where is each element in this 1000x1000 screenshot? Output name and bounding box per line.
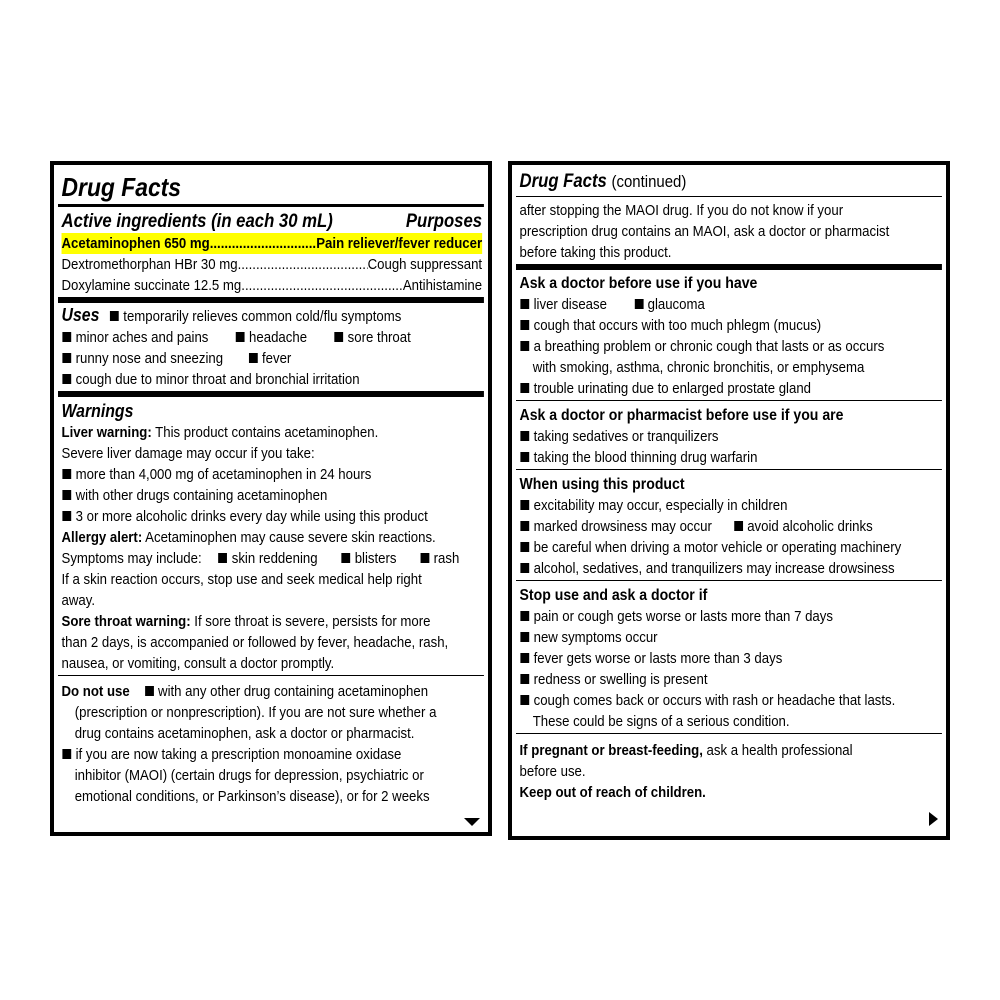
- pregnancy-label: If pregnant or breast-feeding,: [519, 742, 703, 759]
- ask-doctor-item: trouble urinating due to enlarged prostate gland: [533, 380, 812, 397]
- pregnancy-text: before use.: [519, 763, 586, 780]
- ask-pharmacist-section: [516, 401, 942, 470]
- ask-doctor-item: glaucoma: [647, 296, 705, 313]
- bullet-square: [520, 452, 529, 462]
- panel-left-content: [58, 165, 484, 808]
- do-not-use-text: if you are now taking a prescription monoamine oxidase: [75, 746, 402, 763]
- continued-label: (continued): [611, 172, 687, 191]
- warnings-section: [58, 397, 484, 676]
- bullet-square: [520, 695, 529, 705]
- uses-item: temporarily relieves common cold/flu symptoms: [123, 308, 402, 325]
- bullet-square: [145, 686, 154, 696]
- ask-pharmacist-heading: Ask a doctor or pharmacist before use if you are: [519, 407, 844, 424]
- ingredient-row: [62, 275, 483, 296]
- maoi-continued-section: [516, 197, 942, 270]
- liver-item: with other drugs containing acetaminophen: [75, 487, 328, 504]
- stop-use-item: pain or cough gets worse or lasts more than 7 days: [533, 608, 833, 625]
- do-not-use-text: with any other drug containing acetaminophen: [158, 683, 429, 700]
- bullet-square: [219, 553, 228, 563]
- keep-out-of-reach-text: Keep out of reach of children.: [519, 784, 706, 801]
- bullet-square: [62, 332, 71, 342]
- bullet-square: [520, 521, 529, 531]
- bullet-square: [520, 320, 529, 330]
- bullet-square: [520, 653, 529, 663]
- uses-item: runny nose and sneezing: [75, 350, 224, 367]
- liver-warning-text: This product contains acetaminophen.: [155, 424, 379, 441]
- panel-right-content: [516, 165, 942, 804]
- active-ingredients-section: [58, 207, 484, 303]
- ask-pharmacist-item: taking sedatives or tranquilizers: [533, 428, 719, 445]
- continue-arrow-right-icon: [929, 812, 938, 826]
- bullet-square: [520, 632, 529, 642]
- uses-item: sore throat: [347, 329, 411, 346]
- liver-warning-text: Severe liver damage may occur if you take:: [61, 445, 315, 462]
- ask-doctor-item: liver disease: [533, 296, 607, 313]
- drug-facts-panel-right: [508, 161, 950, 840]
- drug-facts-header: [58, 165, 484, 207]
- bullet-square: [520, 674, 529, 684]
- leader-dots: [241, 275, 403, 296]
- when-using-item: excitability may occur, especially in children: [533, 497, 788, 514]
- stop-use-heading: Stop use and ask a doctor if: [519, 587, 708, 604]
- sore-throat-text: nausea, or vomiting, consult a doctor promptly.: [61, 655, 335, 672]
- sore-throat-text: than 2 days, is accompanied or followed by fever, headache, rash,: [61, 634, 449, 651]
- liver-warning-label: Liver warning:: [61, 424, 152, 441]
- active-ingredients-heading: Active ingredients (in each 30 mL): [61, 211, 333, 232]
- uses-heading: Uses: [61, 305, 100, 325]
- pregnancy-section: [516, 734, 942, 804]
- drug-facts-continued-header: [516, 165, 942, 197]
- when-using-item: marked drowsiness may occur: [533, 518, 712, 535]
- bullet-square: [520, 500, 529, 510]
- liver-item: more than 4,000 mg of acetaminophen in 24 hours: [75, 466, 372, 483]
- skin-reaction-text: If a skin reaction occurs, stop use and seek medical help right: [61, 571, 422, 588]
- bullet-square: [62, 374, 71, 384]
- symptom-item: blisters: [354, 550, 397, 567]
- sore-throat-label: Sore throat warning:: [61, 613, 191, 630]
- ingredient-purpose: Cough suppressant: [367, 256, 483, 273]
- stop-use-item: fever gets worse or lasts more than 3 days: [533, 650, 783, 667]
- stop-use-item: cough comes back or occurs with rash or headache that lasts.: [533, 692, 896, 709]
- when-using-item: alcohol, sedatives, and tranquilizers may increase drowsiness: [533, 560, 895, 577]
- bullet-square: [62, 749, 71, 759]
- uses-item: headache: [249, 329, 308, 346]
- allergy-alert-text: Acetaminophen may cause severe skin reactions.: [145, 529, 436, 546]
- symptoms-text: Symptoms may include:: [61, 550, 202, 567]
- ask-doctor-section: [516, 270, 942, 401]
- allergy-alert-label: Allergy alert:: [61, 529, 143, 546]
- ingredient-name: Dextromethorphan HBr 30 mg: [61, 256, 238, 273]
- ingredient-name: Doxylamine succinate 12.5 mg: [61, 277, 242, 294]
- do-not-use-text: (prescription or nonprescription). If you are not sure whether a: [74, 704, 437, 721]
- continue-arrow-down-icon: [464, 818, 480, 826]
- stop-use-item: redness or swelling is present: [533, 671, 708, 688]
- bullet-square: [520, 299, 529, 309]
- pregnancy-text: ask a health professional: [706, 742, 853, 759]
- ingredient-purpose: Antihistamine: [402, 277, 483, 294]
- bullet-square: [420, 553, 429, 563]
- do-not-use-label: Do not use: [61, 683, 130, 700]
- do-not-use-text: emotional conditions, or Parkinson’s disease), or for 2 weeks: [74, 788, 430, 805]
- skin-reaction-text: away.: [61, 592, 96, 609]
- maoi-continued-text: prescription drug contains an MAOI, ask a doctor or pharmacist: [519, 223, 890, 240]
- bullet-square: [62, 511, 71, 521]
- when-using-item: avoid alcoholic drinks: [747, 518, 873, 535]
- ask-doctor-item: cough that occurs with too much phlegm (mucus): [533, 317, 822, 334]
- symptom-item: skin reddening: [231, 550, 318, 567]
- bullet-square: [634, 299, 643, 309]
- active-ingredients-heading-row: [62, 210, 483, 233]
- stop-use-section: [516, 581, 942, 734]
- bullet-square: [334, 332, 343, 342]
- do-not-use-text: drug contains acetaminophen, ask a doctor or pharmacist.: [74, 725, 415, 742]
- uses-item: minor aches and pains: [75, 329, 209, 346]
- ask-pharmacist-item: taking the blood thinning drug warfarin: [533, 449, 758, 466]
- when-using-section: [516, 470, 942, 581]
- uses-item: fever: [261, 350, 292, 367]
- purposes-heading: Purposes: [405, 211, 483, 232]
- bullet-square: [341, 553, 350, 563]
- when-using-heading: When using this product: [519, 476, 685, 493]
- drug-facts-panel-left: [50, 161, 492, 836]
- leader-dots: [238, 254, 368, 275]
- do-not-use-section: [58, 676, 484, 808]
- symptom-item: rash: [433, 550, 460, 567]
- stop-use-item: These could be signs of a serious condition.: [532, 713, 790, 730]
- when-using-item: be careful when driving a motor vehicle or operating machinery: [533, 539, 902, 556]
- do-not-use-text: inhibitor (MAOI) (certain drugs for depression, psychiatric or: [74, 767, 424, 784]
- ask-doctor-heading: Ask a doctor before use if you have: [519, 275, 758, 292]
- maoi-continued-text: before taking this product.: [519, 244, 672, 261]
- ingredient-name: Acetaminophen 650 mg: [61, 235, 210, 252]
- bullet-square: [520, 383, 529, 393]
- maoi-continued-text: after stopping the MAOI drug. If you do not know if your: [519, 202, 844, 219]
- stop-use-item: new symptoms occur: [533, 629, 658, 646]
- bullet-square: [110, 311, 119, 321]
- ask-doctor-item: a breathing problem or chronic cough that lasts or as occurs: [533, 338, 885, 355]
- leader-dots: [210, 233, 317, 254]
- ask-doctor-item: with smoking, asthma, chronic bronchitis, or emphysema: [532, 359, 865, 376]
- uses-item: cough due to minor throat and bronchial irritation: [75, 371, 360, 388]
- bullet-square: [520, 542, 529, 552]
- drug-facts-title: Drug Facts: [61, 172, 182, 202]
- bullet-square: [520, 563, 529, 573]
- uses-section: [58, 303, 484, 397]
- bullet-square: [62, 490, 71, 500]
- bullet-square: [520, 341, 529, 351]
- ingredient-row: [62, 233, 483, 254]
- ingredient-row: [62, 254, 483, 275]
- bullet-square: [520, 431, 529, 441]
- drug-facts-title: Drug Facts: [519, 171, 607, 192]
- bullet-square: [249, 353, 258, 363]
- sore-throat-text: If sore throat is severe, persists for more: [194, 613, 431, 630]
- bullet-square: [62, 469, 71, 479]
- warnings-heading: Warnings: [61, 401, 134, 421]
- bullet-square: [734, 521, 743, 531]
- bullet-square: [236, 332, 245, 342]
- bullet-square: [520, 611, 529, 621]
- ingredient-purpose: Pain reliever/fever reducer: [316, 235, 483, 252]
- liver-item: 3 or more alcoholic drinks every day while using this product: [75, 508, 428, 525]
- bullet-square: [62, 353, 71, 363]
